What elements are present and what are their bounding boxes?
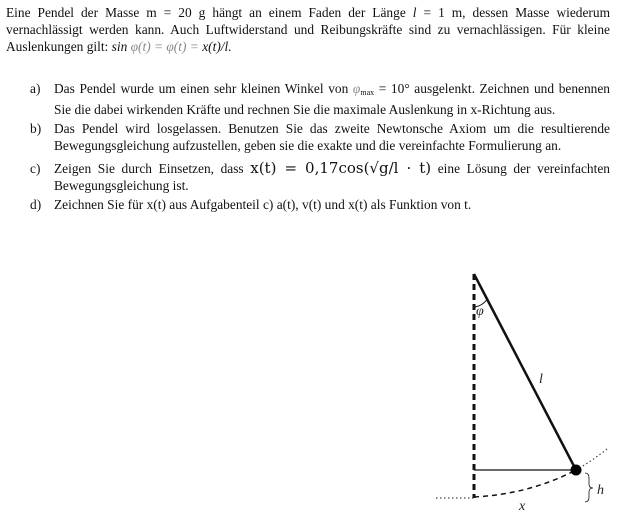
formula-sin: sin	[111, 39, 131, 54]
pendulum-string	[474, 274, 576, 470]
task-c-marker: c)	[30, 161, 41, 176]
task-c-formula: x(t) = 0,17cos(√g/l · t)	[250, 159, 432, 177]
task-a-text-2: = 10° ausgelenkt. Zeichnen und benennen Sie die dabei wirkenden Kräfte und rechnen Sie die maximale Auslenkung in x-Richtung aus.	[54, 81, 610, 117]
task-a-phi: φ	[352, 81, 361, 96]
height-brace	[585, 473, 593, 502]
label-l: l	[539, 372, 543, 387]
formula-end: x(t)/l.	[198, 39, 232, 54]
pendulum-bob	[571, 465, 582, 476]
swing-arc-right-dotted	[576, 449, 607, 470]
intro-text-2: = 1 m, dessen Masse wiederum vernachlässigt werden kann. Auch Luftwiderstand und Reibungskräfte sind zu vernachlässigen. Für kleine Auslenkungen gilt:	[6, 5, 610, 54]
length-symbol: l	[412, 5, 417, 20]
task-d-text: Zeichnen Sie für x(t) aus Aufgabenteil c) a(t), v(t) und x(t) als Funktion von t.	[54, 197, 472, 212]
intro-text-1: Eine Pendel der Masse m = 20 g hängt an einem Faden der Länge	[6, 5, 413, 20]
formula-phi: φ(t) = φ(t) =	[130, 39, 199, 54]
label-phi: φ	[476, 304, 484, 319]
task-a-marker: a)	[30, 81, 41, 96]
task-a-text-1: Das Pendel wurde um einen sehr kleinen Winkel von	[54, 81, 353, 96]
task-c-text-2: eine Lösung der vereinfachten Bewegungsgleichung ist.	[54, 161, 610, 193]
task-b-text: Das Pendel wird losgelassen. Benutzen Sie das zweite Newtonsche Axiom um die resultierende Bewegungsgleichung aufzustellen, geben sie die exakte und die vereinfachte Formulierung an.	[54, 121, 610, 153]
label-h: h	[597, 483, 604, 498]
task-b-marker: b)	[30, 121, 42, 136]
task-c-text-1: Zeigen Sie durch Einsetzen, dass	[54, 161, 251, 176]
swing-arc-path	[474, 470, 576, 497]
task-a-sub: max	[360, 88, 375, 97]
task-d-marker: d)	[30, 197, 42, 212]
label-x: x	[519, 499, 526, 512]
